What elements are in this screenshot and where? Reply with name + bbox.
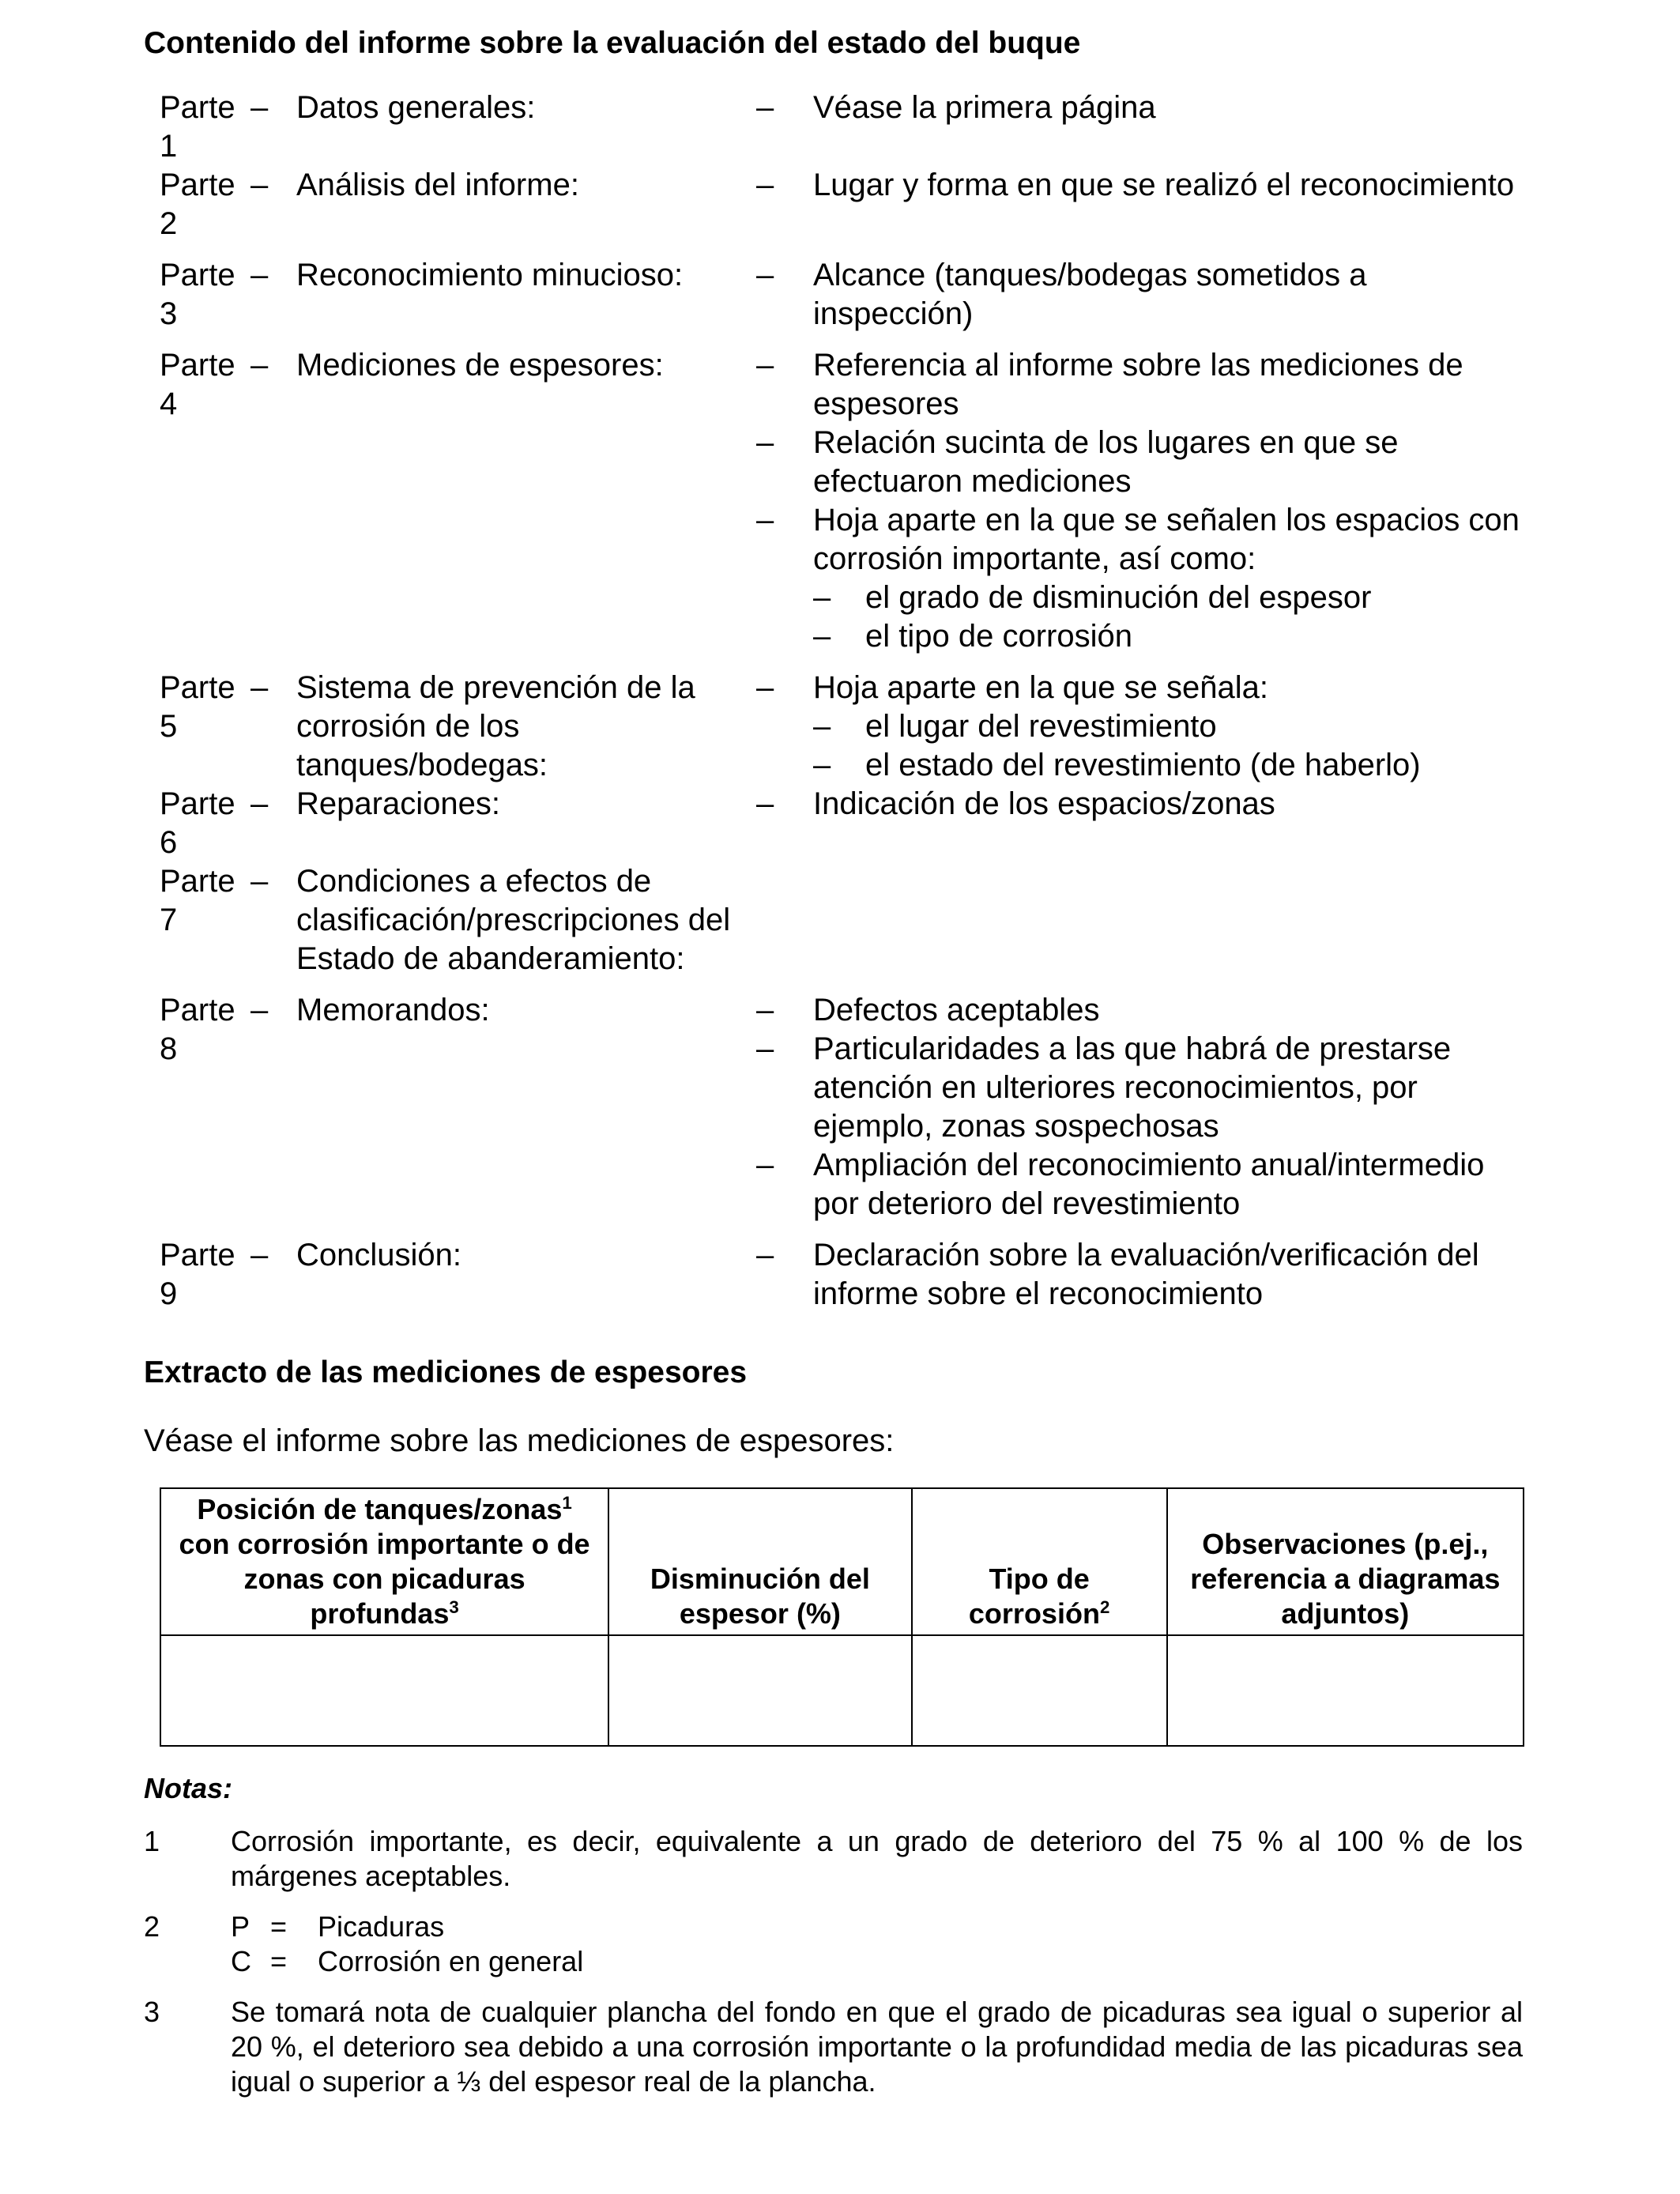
- item-text: Defectos aceptables: [813, 993, 1100, 1027]
- part-items: [756, 991, 1535, 1223]
- part-label: Parte 6: [160, 786, 235, 860]
- part-label: Parte 4: [160, 348, 235, 421]
- code-letter: P: [231, 1910, 250, 1943]
- item-body: [813, 346, 1535, 424]
- code-equals: =: [270, 1945, 288, 1977]
- item-dash: –: [756, 503, 774, 537]
- item-text: Véase la primera página: [813, 90, 1156, 125]
- part-item: [756, 256, 1535, 334]
- part-label: Parte 5: [160, 670, 235, 744]
- contents-list: [144, 89, 1535, 1314]
- sub-item-dash: –: [813, 619, 831, 654]
- part-items: [756, 669, 1535, 785]
- sub-item: [813, 746, 1535, 785]
- note-3: [144, 1995, 1535, 2099]
- item-body: [813, 785, 1535, 824]
- part-label: Parte 7: [160, 864, 235, 937]
- item-text: Indicación de los espacios/zonas: [813, 786, 1275, 821]
- part-items: [756, 256, 1535, 334]
- item-body: [813, 89, 1535, 127]
- item-dash: –: [756, 1238, 774, 1272]
- item-text: Particularidades a las que habrá de prestarse atención en ulteriores reconocimientos, por ejemplo, zonas sospechosas: [813, 1031, 1452, 1144]
- part-spacer: [756, 862, 813, 978]
- part-description: Reconocimiento minucioso:: [296, 258, 684, 292]
- part-label: Parte 9: [160, 1238, 235, 1311]
- section-intro: Véase el informe sobre las mediciones de espesores:: [144, 1423, 895, 1458]
- code-meaning: Corrosión en general: [318, 1945, 584, 1977]
- item-dash: –: [756, 1031, 774, 1066]
- item-body: [813, 424, 1535, 501]
- part-dash: –: [250, 258, 269, 292]
- part-items: [756, 166, 1535, 243]
- note-2: [144, 1909, 1535, 1979]
- part-item: [756, 501, 1535, 656]
- part-item: [756, 991, 1535, 1030]
- part-item: [756, 89, 1535, 127]
- part-label: Parte 3: [160, 258, 235, 331]
- item-dash: –: [756, 670, 774, 705]
- contents-part-8: [144, 991, 1535, 1223]
- note-text: Corrosión importante, es decir, equivalente a un grado de deterioro del 75 % al 100 % de los márgenes aceptables.: [231, 1825, 1523, 1892]
- sub-item: [813, 617, 1535, 656]
- contents-part-6: [144, 785, 1535, 862]
- part-description: Datos generales:: [296, 90, 536, 125]
- part-items: [813, 862, 1535, 978]
- part-description: Análisis del informe:: [296, 168, 579, 202]
- note-number: 3: [144, 1996, 160, 2028]
- item-dash: –: [756, 90, 774, 125]
- document-page: [144, 22, 1535, 2099]
- item-dash: –: [756, 1148, 774, 1182]
- contents-part-2: [144, 166, 1535, 243]
- sub-item-dash: –: [813, 580, 831, 615]
- note-text: Se tomará nota de cualquier plancha del fondo en que el grado de picaduras sea igual o superior al 20 %, el deterioro sea debido a una corrosión importante o la profundidad media de las picaduras sea igual o superior a ⅓ del espesor real de la plancha.: [231, 1996, 1523, 2098]
- part-description: Conclusión:: [296, 1238, 462, 1272]
- header-remarks: Observaciones (p.ej., referencia a diagramas adjuntos): [1167, 1488, 1524, 1635]
- contents-part-1: [144, 89, 1535, 166]
- note-1: [144, 1824, 1535, 1894]
- notes-title: Notas:: [144, 1772, 233, 1804]
- item-text: Hoja aparte en la que se señalen los espacios con corrosión importante, así como:: [813, 503, 1520, 576]
- part-items: [756, 1236, 1535, 1314]
- sub-item-text: el lugar del revestimiento: [865, 709, 1217, 744]
- part-item: [756, 1030, 1535, 1146]
- part-item: [756, 1146, 1535, 1223]
- part-dash: –: [250, 993, 269, 1027]
- item-body: [813, 1030, 1535, 1146]
- contents-part-4: [144, 346, 1535, 656]
- part-description: Memorandos:: [296, 993, 490, 1027]
- part-description: Condiciones a efectos de clasificación/prescripciones del Estado de abanderamiento:: [296, 864, 731, 976]
- part-label: Parte 8: [160, 993, 235, 1066]
- table-cell[interactable]: [1167, 1635, 1524, 1746]
- part-item: [756, 1236, 1535, 1314]
- code-equals: =: [270, 1910, 288, 1943]
- part-dash: –: [250, 864, 269, 899]
- item-dash: –: [756, 786, 774, 821]
- header-corrosion-type: Tipo de corrosión$^2$: [912, 1488, 1167, 1635]
- table-cell[interactable]: [608, 1635, 912, 1746]
- part-dash: –: [250, 1238, 269, 1272]
- part-items: [756, 346, 1535, 656]
- sub-item: [813, 707, 1535, 746]
- contents-part-7: [144, 862, 1535, 978]
- item-dash: –: [756, 258, 774, 292]
- part-item: [756, 785, 1535, 824]
- item-text: Lugar y forma en que se realizó el reconocimiento: [813, 168, 1515, 202]
- sub-item-text: el estado del revestimiento (de haberlo): [865, 748, 1421, 782]
- item-body: [813, 1236, 1535, 1314]
- sub-item-dash: –: [813, 709, 831, 744]
- table-cell[interactable]: [912, 1635, 1167, 1746]
- item-body: [813, 166, 1535, 205]
- item-dash: –: [756, 425, 774, 460]
- item-text: Ampliación del reconocimiento anual/intermedio por deterioro del revestimiento: [813, 1148, 1485, 1221]
- item-body: [813, 991, 1535, 1030]
- part-item: [756, 166, 1535, 205]
- table-row: [160, 1635, 1524, 1746]
- part-description: Reparaciones:: [296, 786, 500, 821]
- note-code-row: [231, 1909, 1523, 1944]
- part-label: Parte 1: [160, 90, 235, 164]
- note-code-row: [231, 1944, 1523, 1979]
- table-header-row: [160, 1488, 1524, 1635]
- part-item: [756, 424, 1535, 501]
- part-label: Parte 2: [160, 168, 235, 241]
- item-body: [813, 256, 1535, 334]
- header-thickness-reduction: Disminución del espesor (%): [608, 1488, 912, 1635]
- part-description: Mediciones de espesores:: [296, 348, 664, 383]
- part-items: [756, 785, 1535, 862]
- part-dash: –: [250, 670, 269, 705]
- item-text: Referencia al informe sobre las mediciones de espesores: [813, 348, 1463, 421]
- item-dash: –: [756, 168, 774, 202]
- contents-part-9: [144, 1236, 1535, 1314]
- table-cell[interactable]: [160, 1635, 608, 1746]
- sub-item-dash: –: [813, 748, 831, 782]
- contents-part-5: [144, 669, 1535, 785]
- item-text: Alcance (tanques/bodegas sometidos a inspección): [813, 258, 1367, 331]
- section-title-thickness: Extracto de las mediciones de espesores: [144, 1355, 748, 1389]
- item-body: [813, 1146, 1535, 1223]
- sub-item-text: el grado de disminución del espesor: [865, 580, 1372, 615]
- item-body: [813, 501, 1535, 656]
- item-text: Declaración sobre la evaluación/verificación del informe sobre el reconocimiento: [813, 1238, 1479, 1311]
- item-text: Relación sucinta de los lugares en que se efectuaron mediciones: [813, 425, 1399, 499]
- sub-item: [813, 579, 1535, 617]
- thickness-table: [160, 1487, 1524, 1747]
- code-meaning: Picaduras: [318, 1910, 445, 1943]
- sub-item-text: el tipo de corrosión: [865, 619, 1132, 654]
- part-dash: –: [250, 786, 269, 821]
- item-dash: –: [756, 348, 774, 383]
- part-dash: –: [250, 168, 269, 202]
- part-description: Sistema de prevención de la corrosión de los tanques/bodegas:: [296, 670, 695, 782]
- document-title: Contenido del informe sobre la evaluación del estado del buque: [144, 26, 1081, 60]
- item-body: [813, 669, 1535, 785]
- part-dash: –: [250, 348, 269, 383]
- part-item: [756, 669, 1535, 785]
- part-item: [756, 346, 1535, 424]
- note-number: 2: [144, 1910, 160, 1943]
- contents-part-3: [144, 256, 1535, 334]
- header-tank-position: Posición de tanques/zonas$^1$ con corrosión importante o de zonas con picaduras profundas$^3$: [160, 1488, 608, 1635]
- part-dash: –: [250, 90, 269, 125]
- part-items: [756, 89, 1535, 166]
- code-letter: C: [231, 1945, 251, 1977]
- item-text: Hoja aparte en la que se señala:: [813, 670, 1268, 705]
- note-number: 1: [144, 1825, 160, 1857]
- item-dash: –: [756, 993, 774, 1027]
